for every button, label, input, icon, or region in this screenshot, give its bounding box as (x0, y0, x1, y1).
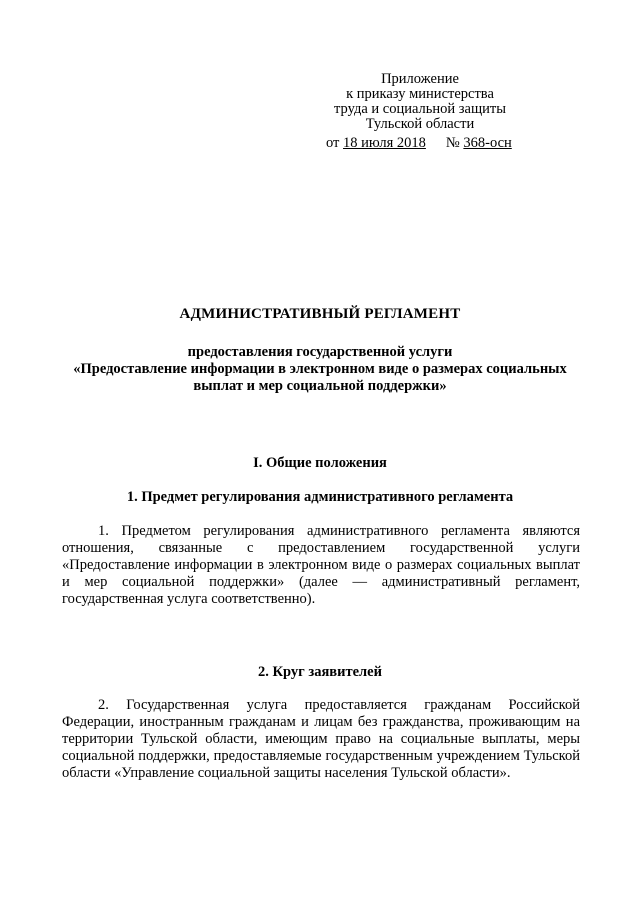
section-heading: I. Общие положения (253, 455, 387, 471)
appendix-block (300, 72, 540, 132)
subsection-heading-1: 1. Предмет регулирования административного регламента (126, 489, 514, 505)
paragraph-2: 2. Государственная услуга предоставляется гражданам Российской Федерации, иностранным гражданам и лицам без гражданства, проживающим на территории Тульской области, имеющим право на социальные выплаты, меры социальной поддержки, предоставляемые государственным учреждением Тульской области «Управление социальной защиты населения Тульской области». (62, 697, 580, 781)
appendix-line: Приложение (381, 71, 459, 87)
order-reference (326, 136, 512, 151)
document-subtitle (60, 344, 580, 395)
order-number-label: № (445, 135, 460, 151)
order-number: 368-осн (463, 135, 512, 151)
subtitle-line: выплат и мер социальной поддержки» (193, 378, 447, 394)
appendix-line: к приказу министерства (346, 86, 494, 102)
order-prefix: от (326, 135, 340, 151)
order-date: 18 июля 2018 (343, 135, 426, 151)
subsection-heading-2: 2. Круг заявителей (258, 664, 382, 680)
appendix-line: Тульской области (365, 116, 475, 132)
subtitle-line: предоставления государственной услуги (187, 344, 453, 360)
paragraph-1: 1. Предметом регулирования административного регламента являются отношения, связанные с предоставлением государственной услуги «Предоставление информации в электронном виде о размерах социальных выплат и мер социальной поддержки» (далее — административный регламент, государственная услуга соответственно). (62, 523, 580, 607)
subtitle-line: «Предоставление информации в электронном виде о размерах социальных (73, 361, 567, 377)
appendix-line: труда и социальной защиты (334, 101, 506, 117)
document-title: АДМИНИСТРАТИВНЫЙ РЕГЛАМЕНТ (179, 306, 461, 322)
